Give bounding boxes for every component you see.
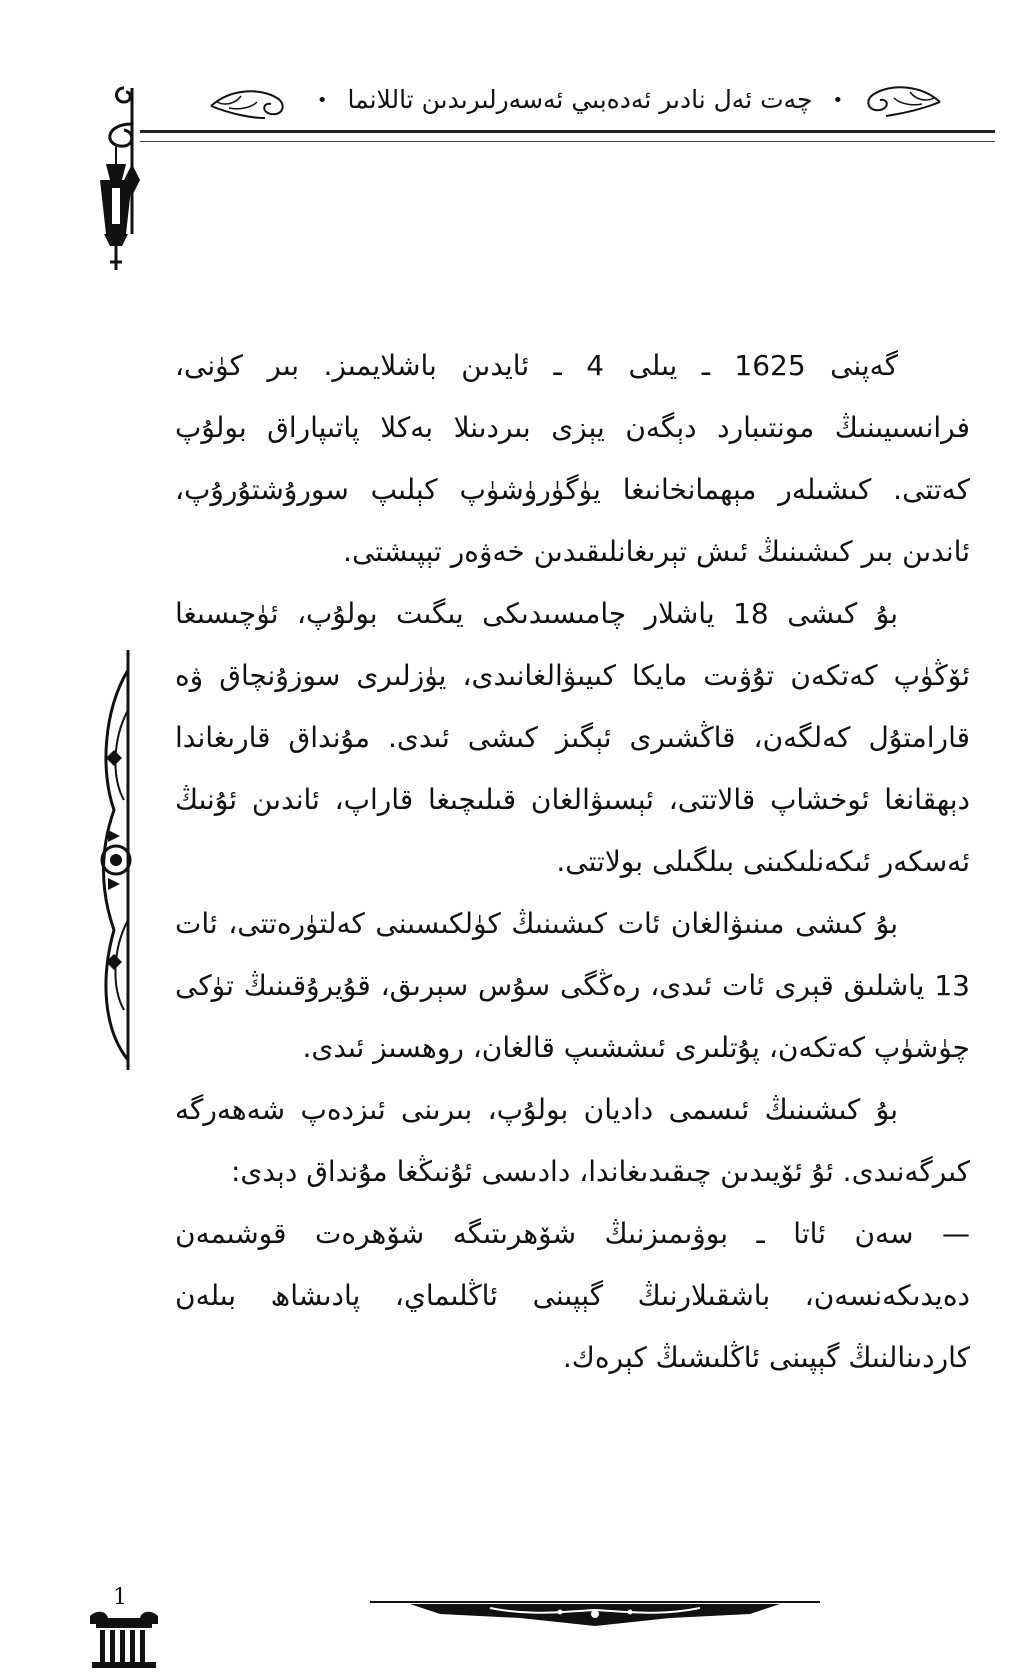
side-filigree-ornament xyxy=(94,650,144,1070)
header-bullet-left: • xyxy=(316,90,328,111)
header-title-text: چەت ئەل نادىر ئەدەبىي ئەسەرلىرىدىن تاللانما xyxy=(347,85,813,114)
footer-ornament xyxy=(370,1598,820,1630)
paragraph-2: بۇ كىشى 18 ياشلار چامىسىدىكى يىگىت بولۇپ، ئۈچىسىغا ئۆڭۈپ كەتكەن تۇۋىت مايكا كىيىۋالغانىدى، يۈزلىرى سوزۇنچاق ۋە قارامتۇل كەلگەن، قاڭشىرى ئېگىز كىشى ئىدى. مۇنداق قارىغاندا دېھقانغا ئوخشاپ قالاتتى، ئېسىۋالغان قىلىچىغا قاراپ، ئاندىن ئۇنىڭ ئەسكەر ئىكەنلىكىنى بىلگىلى بولاتتى. xyxy=(175,597,970,878)
paragraph-1: گەپنى 1625 ـ يىلى 4 ـ ئايدىن باشلايمىز. بىر كۈنى، فرانسىيىنىڭ مونتىبارد دېگەن يېزى بىردىنلا بەكلا پاتىپاراق بولۇپ كەتتى. كىشىلەر مېھمانخانىغا يۈگۈرۈشۈپ كېلىپ سورۇشتۇرۇپ، ئاندىن بىر كىشىنىڭ ئىش تېرىغانلىقىدىن خەۋەر تېپىشتى. xyxy=(175,349,970,568)
header-rule xyxy=(140,130,995,142)
paragraph-5-dialogue: — سەن ئاتا ـ بوۋىمىزنىڭ شۆھرىتىگە شۆھرەت قوشىمەن دەيدىكەنسەن، باشقىلارنىڭ گېپىنى ئاڭلىماي، پادىشاھ بىلەن كاردىنالنىڭ گېپىنى ئاڭلىشىڭ كېرەك. xyxy=(175,1217,970,1374)
hanging-lamp-ornament xyxy=(76,84,148,274)
paragraph-3: بۇ كىشى مىنىۋالغان ئات كىشىنىڭ كۈلكىسىنى كەلتۈرەتتى، ئات 13 ياشلىق قېرى ئات ئىدى، رەڭگى سۇس سېرىق، قۇيرۇقىنىڭ تۈكى چۈشۈپ كەتكەن، پۇتلىرى ئىششىپ قالغان، روھسىز ئىدى. xyxy=(175,907,970,1064)
column-icon xyxy=(86,1610,162,1670)
running-header xyxy=(300,80,860,120)
header-swirl-left xyxy=(205,84,295,120)
page-number: 1 xyxy=(113,1585,127,1610)
header-swirl-right xyxy=(860,80,945,120)
header-bullet-right: • xyxy=(832,90,844,111)
body-text xyxy=(175,335,970,1389)
paragraph-4: بۇ كىشىنىڭ ئىسمى داديان بولۇپ، بىرىنى ئىزدەپ شەھەرگە كىرگەنىدى. ئۇ ئۆيىدىن چىقىدىغاندا، دادىسى ئۇنىڭغا مۇنداق دېدى: xyxy=(175,1093,970,1188)
